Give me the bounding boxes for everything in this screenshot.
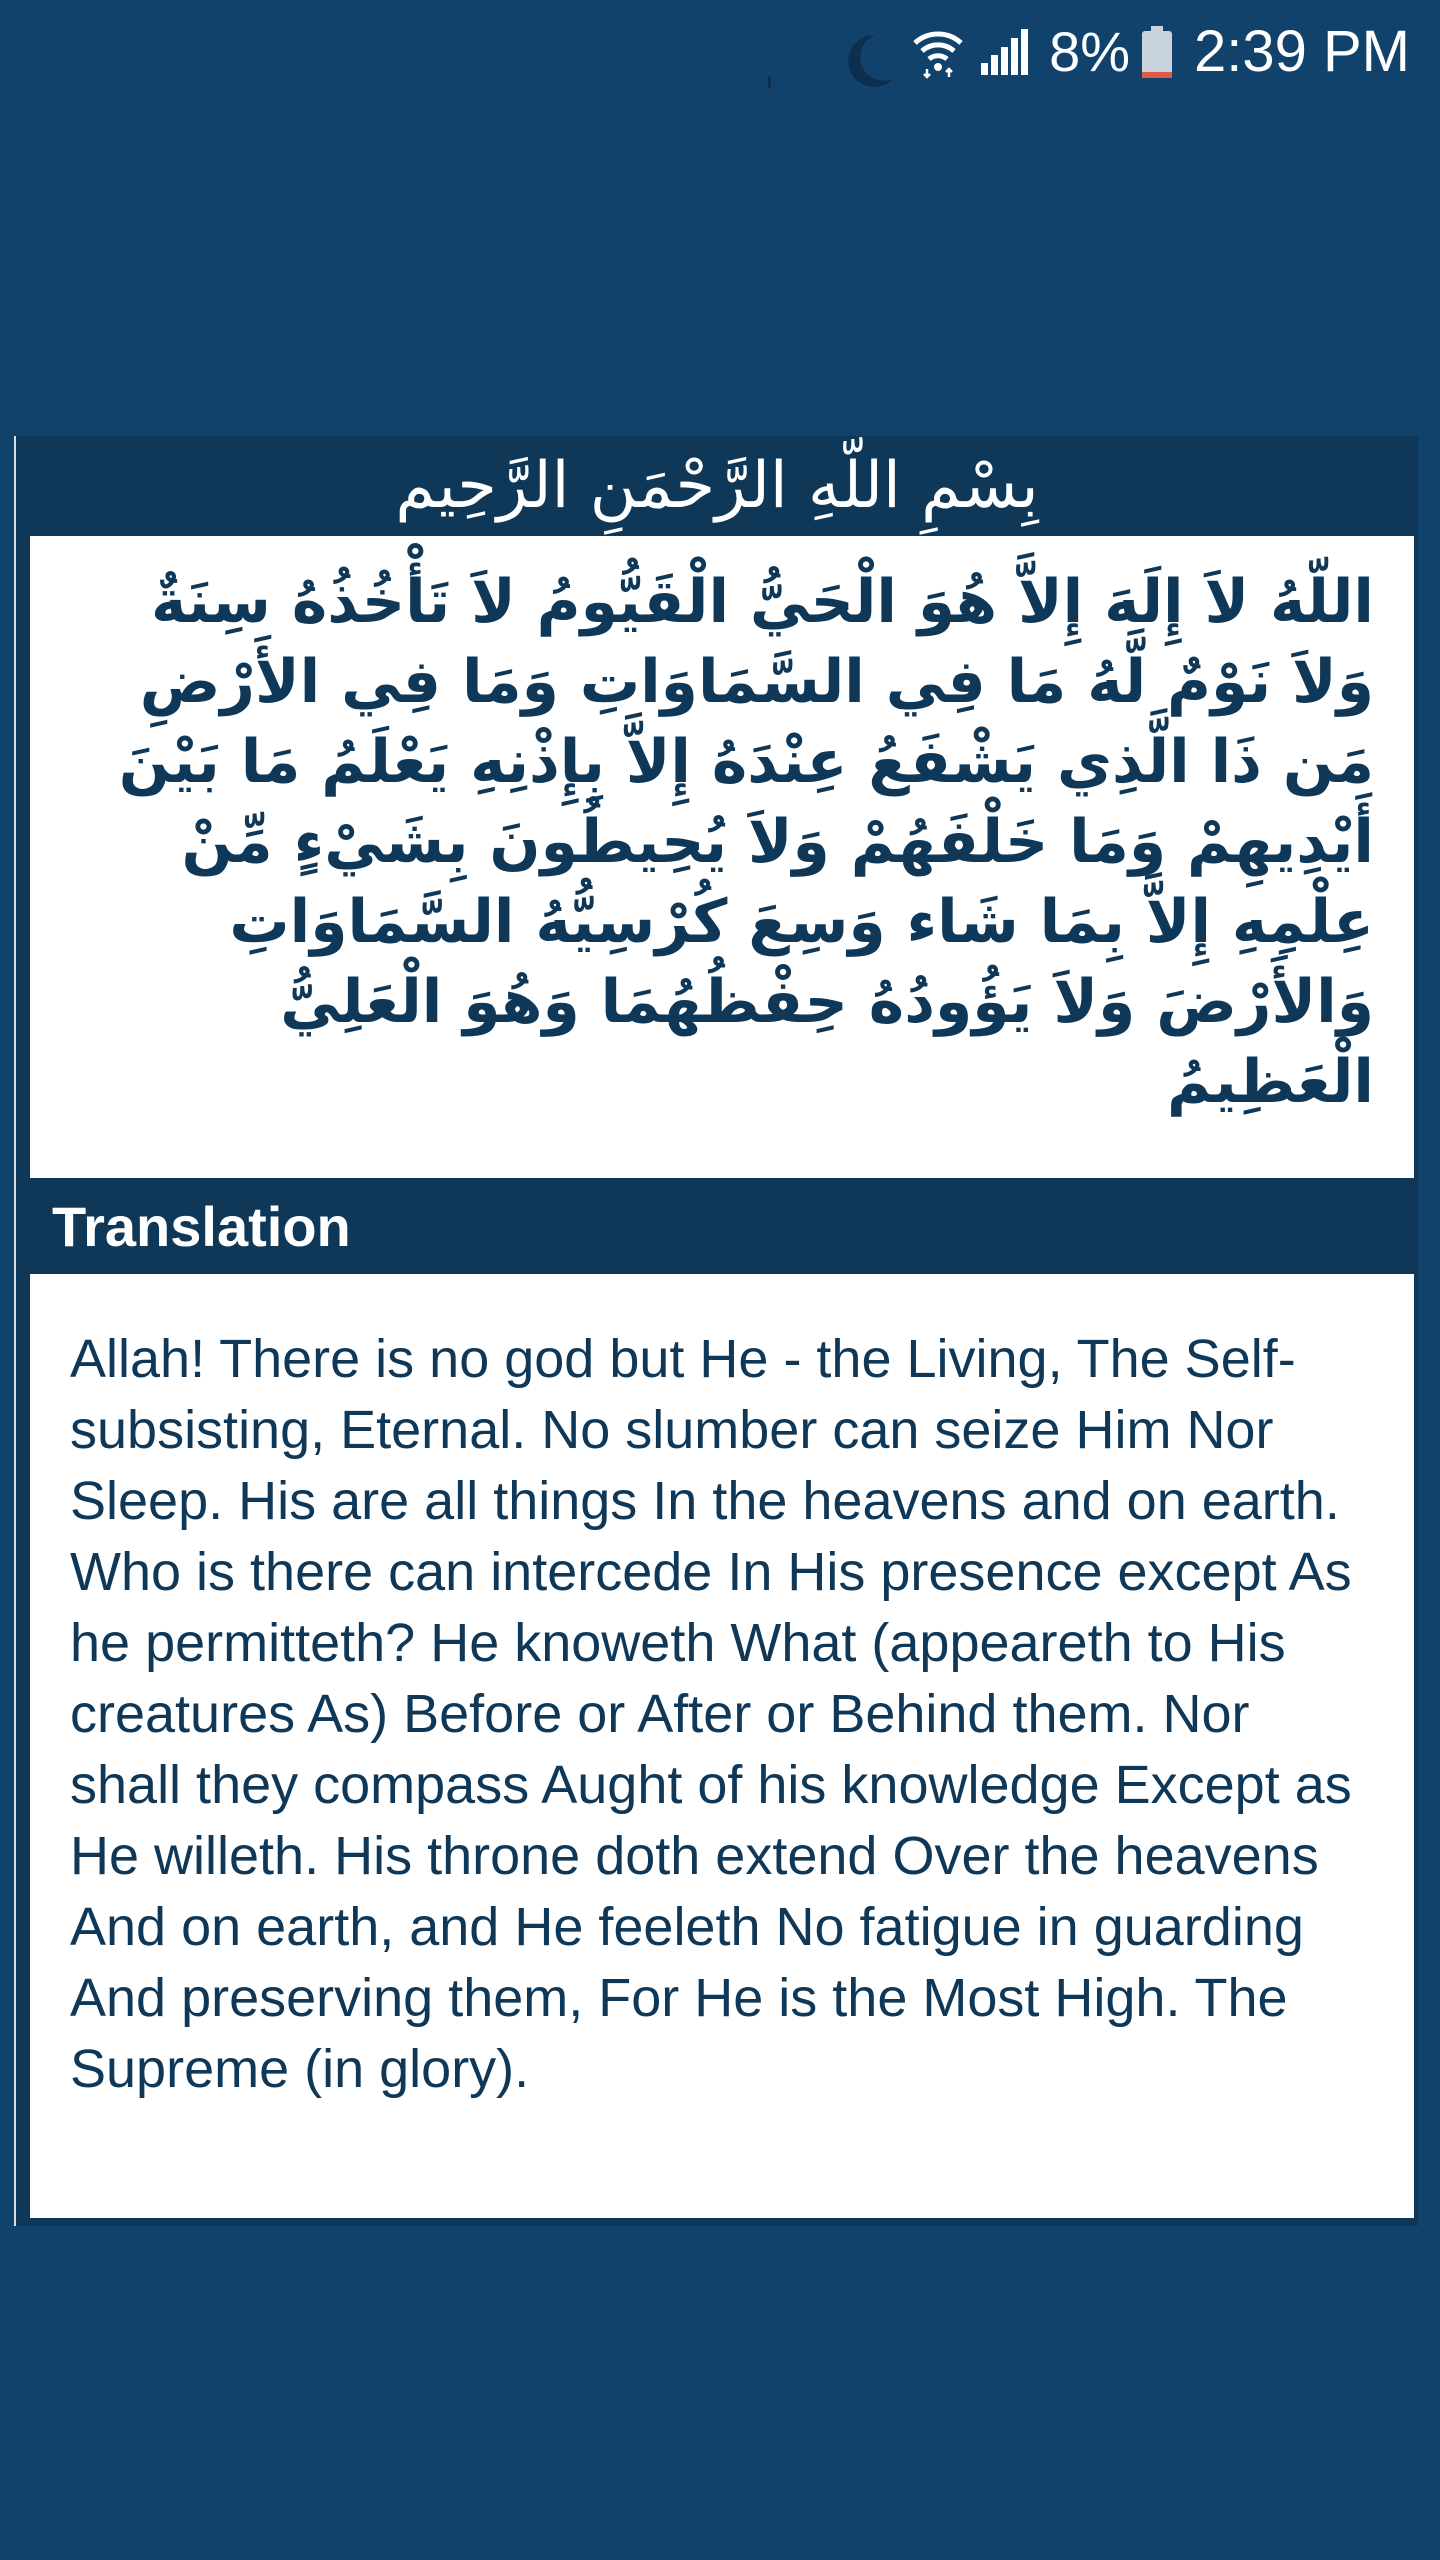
bismillah-heading: بِسْمِ اللّهِ الرَّحْمَنِ الرَّحِيم xyxy=(395,449,1039,523)
translation-panel xyxy=(30,1274,1414,2218)
arabic-verse-panel xyxy=(30,536,1414,1178)
status-bar xyxy=(0,0,1440,100)
translation-heading: Translation xyxy=(52,1194,351,1258)
arabic-verse-text: اللّهُ لاَ إِلَهَ إِلاَّ هُوَ الْحَيُّ الْقَيُّومُ لاَ تَأْخُذُهُ سِنَةٌ وَلاَ نَوْمٌ لَّهُ مَا فِي السَّمَاوَاتِ وَمَا فِي الأَرْضِ مَن ذَا الَّذِي يَشْفَعُ عِنْدَهُ إِلاَّ بِإِذْنِهِ يَعْلَمُ مَا بَيْنَ أَيْدِيهِمْ وَمَا خَلْفَهُمْ وَلاَ يُحِيطُونَ بِشَيْءٍ مِّنْ عِلْمِهِ إِلاَّ بِمَا شَاء وَسِعَ كُرْسِيُّهُ السَّمَاوَاتِ وَالأَرْضَ وَلاَ يَؤُودُهُ حِفْظُهُمَا وَهُوَ الْعَلِيُّ الْعَظِيمُ xyxy=(118,567,1374,1117)
wifi-icon xyxy=(911,25,965,79)
battery-percent: 8% xyxy=(1049,20,1130,83)
translation-text: Allah! There is no god but He - the Living, The Self-subsisting, Eternal. No slumber can seize Him Nor Sleep. His are all things In the heavens and on earth. Who is there can intercede In His presence except As he permitteth? He knoweth What (appeareth to His creatures As) Before or After or Behind them. Nor shall they compass Aught of his knowledge Except as He willeth. His throne doth extend Over the heavens And on earth, and He feeleth No fatigue in guarding And preserving them, For He is the Most High. The Supreme (in glory). xyxy=(70,1329,1352,2099)
battery-icon xyxy=(1142,26,1172,78)
status-icons xyxy=(837,14,1410,90)
verse-card xyxy=(14,436,1418,2226)
signal-icon xyxy=(979,27,1031,77)
status-dot xyxy=(768,76,771,88)
moon-icon xyxy=(837,29,897,89)
clock: 2:39 PM xyxy=(1194,19,1410,84)
